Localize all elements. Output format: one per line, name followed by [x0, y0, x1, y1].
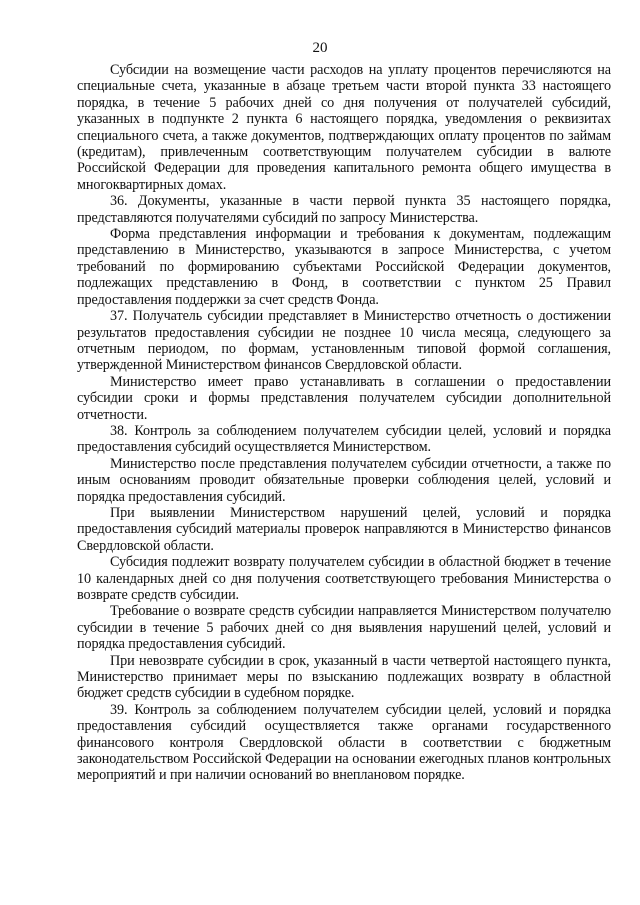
paragraph: Субсидия подлежит возврату получателем субсидии в областной бюджет в течение 10 календарных дней со дня получения соответствующего требования Министерства о возврате средств субсидии. — [77, 554, 611, 603]
paragraph: 37. Получатель субсидии представляет в Министерство отчетность о достижении результатов предоставления субсидии не позднее 10 числа месяца, следующего за отчетным периодом, по формам, установленным типовой формой соглашения, утвержденной Министерством финансов Свердловской области. — [77, 308, 611, 374]
paragraph: Субсидии на возмещение части расходов на уплату процентов перечисляются на специальные счета, указанные в абзаце третьем части второй пункта 33 настоящего порядка, в течение 5 рабочих дней со дня получения от получателей субсидий, указанных в подпункте 2 пункта 6 настоящего порядка, уведомления о реквизитах специального счета, а также документов, подтверждающих оплату процентов по займам (кредитам), привлеченным соответствующим получателем субсидии в валюте Российской Федерации для проведения капитального ремонта общего имущества в многоквартирных домах. — [77, 62, 611, 193]
paragraph: Министерство имеет право устанавливать в соглашении о предоставлении субсидии сроки и формы представления получателем субсидии дополнительной отчетности. — [77, 373, 611, 423]
document-body — [77, 62, 611, 784]
paragraph: Требование о возврате средств субсидии направляется Министерством получателю субсидии в течение 5 рабочих дней со дня выявления нарушений целей, условий и порядка предоставления субсидий. — [77, 603, 611, 653]
paragraph: Министерство после представления получателем субсидии отчетности, а также по иным основаниям проводит обязательные проверки соблюдения целей, условий и порядка предоставления субсидий. — [77, 455, 611, 505]
paragraph: 36. Документы, указанные в части первой пункта 35 настоящего порядка, представляются получателями субсидий по запросу Министерства. — [77, 193, 611, 226]
paragraph: 38. Контроль за соблюдением получателем субсидии целей, условий и порядка предоставления субсидий осуществляется Министерством. — [77, 422, 611, 456]
paragraph: При выявлении Министерством нарушений целей, условий и порядка предоставления субсидий материалы проверок направляются в Министерство финансов Свердловской области. — [77, 504, 611, 554]
paragraph: Форма представления информации и требования к документам, подлежащим представлению в Министерство, указываются в запросе Министерства, с учетом требований по формированию субъектами Российской Федерации документов, подлежащих представлению в Фонд, в соответствии с пунктом 25 Правил предоставления поддержки за счет средств Фонда. — [77, 226, 611, 308]
page-number: 20 — [312, 40, 328, 56]
paragraph: 39. Контроль за соблюдением получателем субсидии целей, условий и порядка предоставления субсидий осуществляется также органами государственного финансового контроля Свердловской области в соответствии с бюджетным законодательством Российской Федерации на основании ежегодных планов контрольных мероприятий и при наличии оснований во внеплановом порядке. — [77, 701, 611, 784]
paragraph: При невозврате субсидии в срок, указанный в части четвертой настоящего пункта, Министерство принимает меры по взысканию подлежащих возврату в областной бюджет средств субсидии в судебном порядке. — [77, 652, 611, 702]
